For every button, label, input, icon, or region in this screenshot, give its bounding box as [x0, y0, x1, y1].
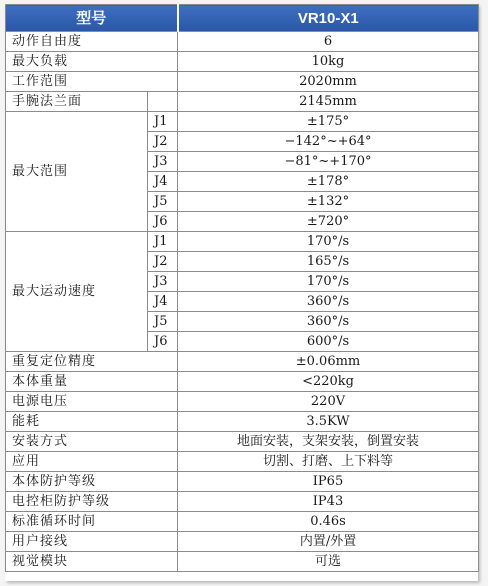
- spec-value: 220V: [178, 392, 479, 412]
- joint-value: 360°/s: [178, 292, 479, 312]
- speed-row: [6, 232, 479, 252]
- spec-value: 地面安装，支架安装，倒置安装: [178, 432, 479, 452]
- spec-row: [6, 552, 479, 572]
- spec-value: 6: [178, 32, 479, 52]
- spec-label: 电控柜防护等级: [6, 492, 178, 512]
- model-label: 型号: [6, 5, 178, 32]
- spec-label: 应用: [6, 452, 178, 472]
- spec-sheet: [5, 4, 478, 581]
- spec-label: 电源电压: [6, 392, 178, 412]
- spec-row: [6, 92, 479, 112]
- joint-label: J6: [148, 332, 178, 352]
- spec-label: 视觉模块: [6, 552, 178, 572]
- spec-row: [6, 532, 479, 552]
- joint-value: 170°/s: [178, 232, 479, 252]
- spec-label: 本体重量: [6, 372, 178, 392]
- spec-value: ±0.06mm: [178, 352, 479, 372]
- model-value: VR10-X1: [178, 5, 479, 32]
- joint-value: 170°/s: [178, 272, 479, 292]
- joint-value: −142°~+64°: [178, 132, 479, 152]
- joint-value: −81°~+170°: [178, 152, 479, 172]
- spec-label: 重复定位精度: [6, 352, 178, 372]
- joint-label: J2: [148, 132, 178, 152]
- speed-group-label: 最大运动速度: [6, 232, 148, 352]
- spec-row: [6, 492, 479, 512]
- spec-row: [6, 412, 479, 432]
- joint-label: J2: [148, 252, 178, 272]
- spec-row: [6, 452, 479, 472]
- spec-table: [5, 4, 479, 572]
- joint-value: ±175°: [178, 112, 479, 132]
- joint-value: 600°/s: [178, 332, 479, 352]
- spec-row: [6, 472, 479, 492]
- joint-label: J3: [148, 272, 178, 292]
- joint-label: J3: [148, 152, 178, 172]
- joint-label: J4: [148, 292, 178, 312]
- joint-value: 165°/s: [178, 252, 479, 272]
- spec-label: 工作范围: [6, 72, 178, 92]
- spec-value: 10kg: [178, 52, 479, 72]
- spec-label: 能耗: [6, 412, 178, 432]
- spec-value: <220kg: [178, 372, 479, 392]
- spec-value: 0.46s: [178, 512, 479, 532]
- joint-label: J5: [148, 192, 178, 212]
- spec-value: 2145mm: [178, 92, 479, 112]
- spec-label: 手腕法兰面: [6, 92, 148, 112]
- spec-label: 动作自由度: [6, 32, 178, 52]
- header-row: [6, 5, 479, 32]
- joint-label: J4: [148, 172, 178, 192]
- spec-value: IP65: [178, 472, 479, 492]
- spec-value: 可选: [178, 552, 479, 572]
- joint-value: ±132°: [178, 192, 479, 212]
- spec-row: [6, 32, 479, 52]
- empty-cell: [148, 92, 178, 112]
- joint-value: ±178°: [178, 172, 479, 192]
- joint-label: J1: [148, 112, 178, 132]
- joint-label: J6: [148, 212, 178, 232]
- spec-value: 3.5KW: [178, 412, 479, 432]
- spec-row: [6, 392, 479, 412]
- spec-value: 内置/外置: [178, 532, 479, 552]
- spec-row: [6, 52, 479, 72]
- spec-label: 标准循环时间: [6, 512, 178, 532]
- spec-label: 本体防护等级: [6, 472, 178, 492]
- joint-label: J5: [148, 312, 178, 332]
- range-group-label: 最大范围: [6, 112, 148, 232]
- spec-label: 用户接线: [6, 532, 178, 552]
- spec-row: [6, 512, 479, 532]
- spec-label: 最大负载: [6, 52, 178, 72]
- spec-value: IP43: [178, 492, 479, 512]
- spec-value: 2020mm: [178, 72, 479, 92]
- spec-row: [6, 72, 479, 92]
- range-row: [6, 112, 479, 132]
- spec-row: [6, 432, 479, 452]
- joint-value: ±720°: [178, 212, 479, 232]
- spec-row: [6, 372, 479, 392]
- spec-row: [6, 352, 479, 372]
- joint-value: 360°/s: [178, 312, 479, 332]
- spec-label: 安装方式: [6, 432, 178, 452]
- spec-value: 切割、打磨、上下料等: [178, 452, 479, 472]
- joint-label: J1: [148, 232, 178, 252]
